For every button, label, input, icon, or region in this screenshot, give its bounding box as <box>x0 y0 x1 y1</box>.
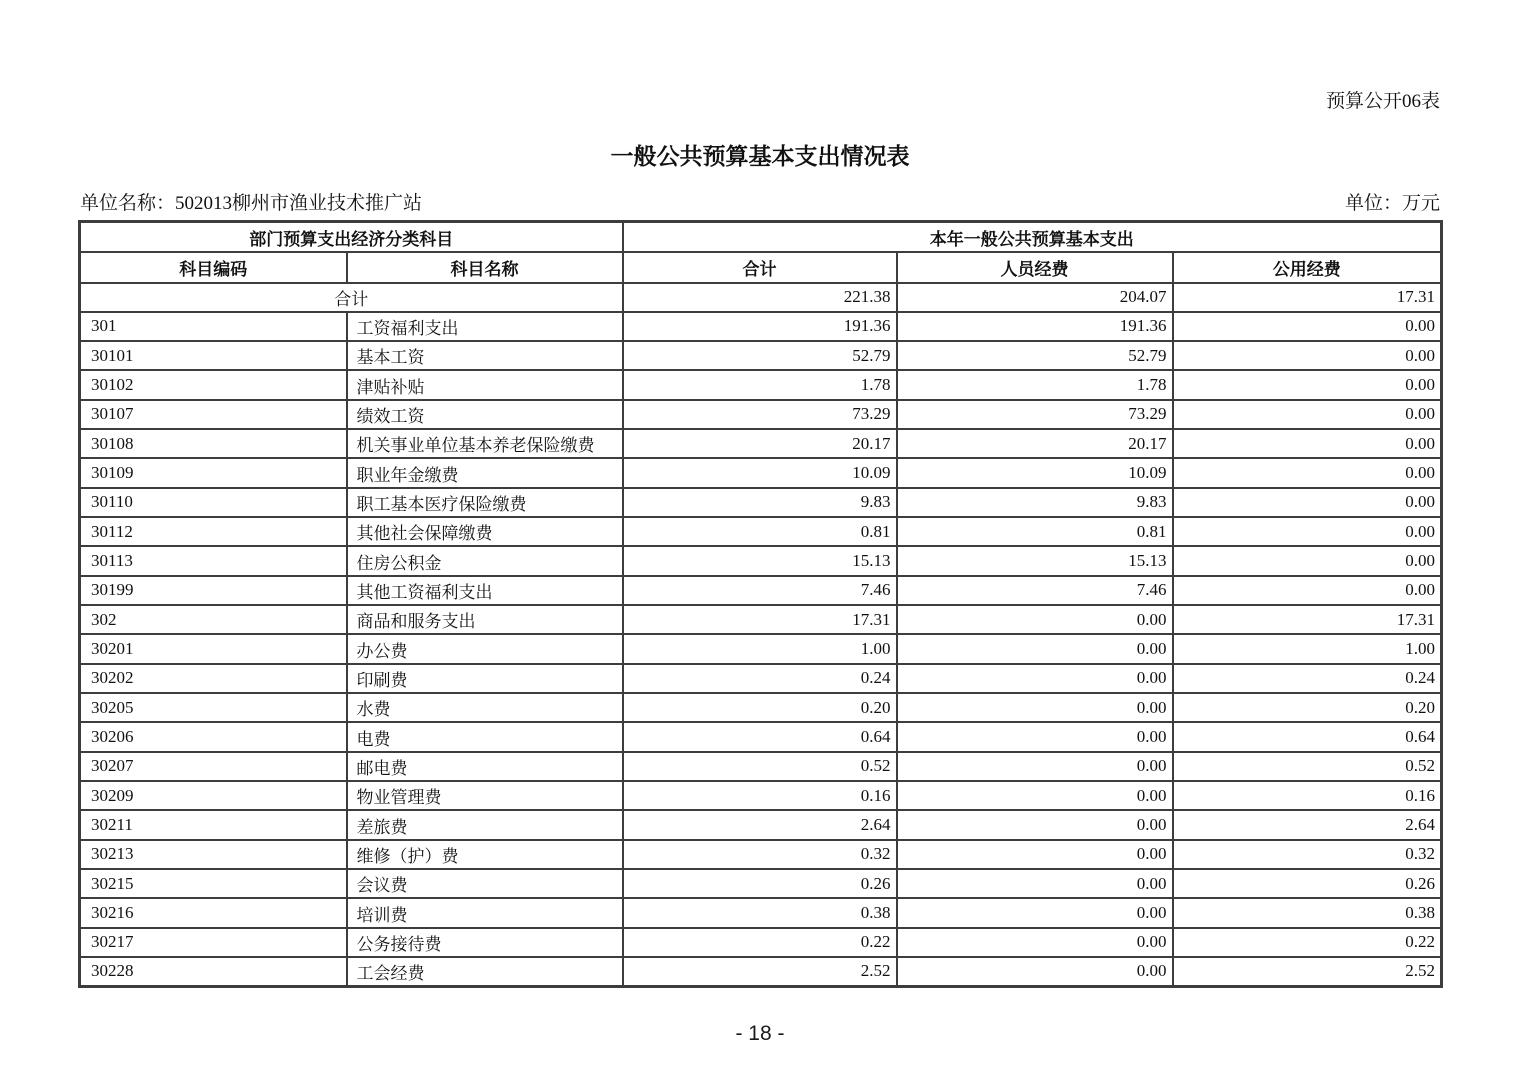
public-funds-cell: 0.00 <box>1173 400 1442 429</box>
public-funds-cell: 0.38 <box>1173 898 1442 927</box>
subject-code-cell: 30206 <box>80 722 347 751</box>
personnel-funds-cell: 0.00 <box>897 605 1173 634</box>
subject-name-cell: 其他工资福利支出 <box>347 576 623 605</box>
total-cell: 0.16 <box>623 781 897 810</box>
subject-name-cell: 基本工资 <box>347 341 623 370</box>
public-funds-cell: 2.64 <box>1173 810 1442 839</box>
personnel-funds-cell: 52.79 <box>897 341 1173 370</box>
subject-code-cell: 30228 <box>80 957 347 986</box>
personnel-funds-cell: 0.00 <box>897 752 1173 781</box>
total-row-total-cell: 221.38 <box>623 283 897 312</box>
table-row <box>80 605 1442 634</box>
personnel-funds-cell: 0.00 <box>897 664 1173 693</box>
subject-name-cell: 维修（护）费 <box>347 840 623 869</box>
subject-name-cell: 公务接待费 <box>347 928 623 957</box>
personnel-funds-cell: 9.83 <box>897 488 1173 517</box>
subject-code-cell: 30205 <box>80 693 347 722</box>
subject-name-cell: 办公费 <box>347 634 623 663</box>
public-funds-cell: 0.26 <box>1173 869 1442 898</box>
table-row <box>80 928 1442 957</box>
personnel-funds-cell: 0.00 <box>897 693 1173 722</box>
public-funds-cell: 0.16 <box>1173 781 1442 810</box>
total-cell: 0.52 <box>623 752 897 781</box>
form-number-label: 预算公开06表 <box>1325 91 1440 112</box>
table-row <box>80 664 1442 693</box>
personnel-funds-cell: 1.78 <box>897 370 1173 399</box>
total-cell: 0.20 <box>623 693 897 722</box>
subject-name-cell: 商品和服务支出 <box>347 605 623 634</box>
subject-code-cell: 30207 <box>80 752 347 781</box>
total-cell: 20.17 <box>623 429 897 458</box>
subject-name-cell: 工资福利支出 <box>347 312 623 341</box>
subject-name-cell: 其他社会保障缴费 <box>347 517 623 546</box>
subject-code-cell: 302 <box>80 605 347 634</box>
table-row <box>80 810 1442 839</box>
subject-name-cell: 会议费 <box>347 869 623 898</box>
total-cell: 2.52 <box>623 957 897 986</box>
page-title: 一般公共预算基本支出情况表 <box>610 144 910 169</box>
public-funds-cell: 1.00 <box>1173 634 1442 663</box>
total-cell: 0.64 <box>623 722 897 751</box>
public-funds-cell: 0.22 <box>1173 928 1442 957</box>
subject-code-cell: 30112 <box>80 517 347 546</box>
subject-code-cell: 30199 <box>80 576 347 605</box>
subject-name-cell: 住房公积金 <box>347 546 623 575</box>
personnel-funds-cell: 0.00 <box>897 928 1173 957</box>
subject-name-cell: 职业年金缴费 <box>347 458 623 487</box>
info-line <box>80 188 1440 215</box>
column-header-public-funds: 公用经费 <box>1173 252 1442 283</box>
public-funds-cell: 0.00 <box>1173 370 1442 399</box>
public-funds-cell: 0.00 <box>1173 546 1442 575</box>
personnel-funds-cell: 0.00 <box>897 898 1173 927</box>
public-funds-cell: 0.00 <box>1173 341 1442 370</box>
subject-name-cell: 印刷费 <box>347 664 623 693</box>
subject-code-cell: 30102 <box>80 370 347 399</box>
total-cell: 17.31 <box>623 605 897 634</box>
table-group-header-row <box>80 222 1442 253</box>
total-cell: 52.79 <box>623 341 897 370</box>
total-cell: 0.81 <box>623 517 897 546</box>
public-funds-cell: 0.00 <box>1173 458 1442 487</box>
personnel-funds-cell: 0.00 <box>897 957 1173 986</box>
total-cell: 0.26 <box>623 869 897 898</box>
table-row <box>80 752 1442 781</box>
table-row <box>80 693 1442 722</box>
total-cell: 7.46 <box>623 576 897 605</box>
public-funds-cell: 0.00 <box>1173 312 1442 341</box>
subject-name-cell: 培训费 <box>347 898 623 927</box>
column-group-subject: 部门预算支出经济分类科目 <box>80 222 623 253</box>
total-cell: 1.78 <box>623 370 897 399</box>
total-cell: 0.24 <box>623 664 897 693</box>
unit-of-measure-label: 单位：万元 <box>1344 193 1440 214</box>
personnel-funds-cell: 10.09 <box>897 458 1173 487</box>
subject-code-cell: 30211 <box>80 810 347 839</box>
subject-code-cell: 30213 <box>80 840 347 869</box>
total-cell: 0.38 <box>623 898 897 927</box>
subject-code-cell: 30202 <box>80 664 347 693</box>
total-row-personnel-cell: 204.07 <box>897 283 1173 312</box>
personnel-funds-cell: 20.17 <box>897 429 1173 458</box>
table-row <box>80 458 1442 487</box>
public-funds-cell: 17.31 <box>1173 605 1442 634</box>
total-row-label: 合计 <box>80 283 623 312</box>
table-row <box>80 429 1442 458</box>
column-header-total: 合计 <box>623 252 897 283</box>
subject-code-cell: 30113 <box>80 546 347 575</box>
public-funds-cell: 0.20 <box>1173 693 1442 722</box>
page-number: - 18 - <box>735 1022 785 1045</box>
subject-name-cell: 物业管理费 <box>347 781 623 810</box>
table-row <box>80 576 1442 605</box>
subject-name-cell: 工会经费 <box>347 957 623 986</box>
subject-code-cell: 30101 <box>80 341 347 370</box>
table-row <box>80 488 1442 517</box>
public-funds-cell: 0.64 <box>1173 722 1442 751</box>
personnel-funds-cell: 0.81 <box>897 517 1173 546</box>
table-row <box>80 869 1442 898</box>
table-row <box>80 517 1442 546</box>
subject-name-cell: 津贴补贴 <box>347 370 623 399</box>
subject-code-cell: 30109 <box>80 458 347 487</box>
personnel-funds-cell: 0.00 <box>897 722 1173 751</box>
subject-code-cell: 30108 <box>80 429 347 458</box>
total-row-public-cell: 17.31 <box>1173 283 1442 312</box>
table-row <box>80 546 1442 575</box>
subject-code-cell: 30216 <box>80 898 347 927</box>
personnel-funds-cell: 15.13 <box>897 546 1173 575</box>
public-funds-cell: 0.52 <box>1173 752 1442 781</box>
public-funds-cell: 0.32 <box>1173 840 1442 869</box>
subject-name-cell: 电费 <box>347 722 623 751</box>
table-row <box>80 634 1442 663</box>
total-cell: 10.09 <box>623 458 897 487</box>
table-row <box>80 898 1442 927</box>
subject-code-cell: 30215 <box>80 869 347 898</box>
table-total-row <box>80 283 1442 312</box>
subject-name-cell: 邮电费 <box>347 752 623 781</box>
public-funds-cell: 0.00 <box>1173 576 1442 605</box>
personnel-funds-cell: 73.29 <box>897 400 1173 429</box>
personnel-funds-cell: 191.36 <box>897 312 1173 341</box>
table-row <box>80 722 1442 751</box>
table-row <box>80 341 1442 370</box>
personnel-funds-cell: 7.46 <box>897 576 1173 605</box>
table-column-header-row <box>80 252 1442 283</box>
public-funds-cell: 0.00 <box>1173 488 1442 517</box>
total-cell: 1.00 <box>623 634 897 663</box>
subject-name-cell: 职工基本医疗保险缴费 <box>347 488 623 517</box>
subject-code-cell: 30201 <box>80 634 347 663</box>
subject-name-cell: 差旅费 <box>347 810 623 839</box>
table-row <box>80 312 1442 341</box>
subject-code-cell: 30209 <box>80 781 347 810</box>
public-funds-cell: 0.24 <box>1173 664 1442 693</box>
subject-code-cell: 30217 <box>80 928 347 957</box>
column-header-subject-code: 科目编码 <box>80 252 347 283</box>
subject-code-cell: 30107 <box>80 400 347 429</box>
subject-name-cell: 机关事业单位基本养老保险缴费 <box>347 429 623 458</box>
subject-code-cell: 301 <box>80 312 347 341</box>
personnel-funds-cell: 0.00 <box>897 634 1173 663</box>
personnel-funds-cell: 0.00 <box>897 869 1173 898</box>
table-row <box>80 957 1442 986</box>
public-funds-cell: 2.52 <box>1173 957 1442 986</box>
total-cell: 0.32 <box>623 840 897 869</box>
total-cell: 191.36 <box>623 312 897 341</box>
subject-name-cell: 水费 <box>347 693 623 722</box>
personnel-funds-cell: 0.00 <box>897 781 1173 810</box>
table-row <box>80 400 1442 429</box>
public-funds-cell: 0.00 <box>1173 429 1442 458</box>
total-cell: 73.29 <box>623 400 897 429</box>
subject-name-cell: 绩效工资 <box>347 400 623 429</box>
total-cell: 2.64 <box>623 810 897 839</box>
total-cell: 15.13 <box>623 546 897 575</box>
personnel-funds-cell: 0.00 <box>897 840 1173 869</box>
subject-code-cell: 30110 <box>80 488 347 517</box>
personnel-funds-cell: 0.00 <box>897 810 1173 839</box>
table-row <box>80 370 1442 399</box>
table-row <box>80 781 1442 810</box>
column-header-personnel-funds: 人员经费 <box>897 252 1173 283</box>
public-funds-cell: 0.00 <box>1173 517 1442 546</box>
column-header-subject-name: 科目名称 <box>347 252 623 283</box>
unit-name-label: 单位名称：502013柳州市渔业技术推广站 <box>80 193 423 214</box>
total-cell: 9.83 <box>623 488 897 517</box>
budget-table <box>78 220 1443 988</box>
column-group-expenditure: 本年一般公共预算基本支出 <box>623 222 1442 253</box>
total-cell: 0.22 <box>623 928 897 957</box>
table-row <box>80 840 1442 869</box>
